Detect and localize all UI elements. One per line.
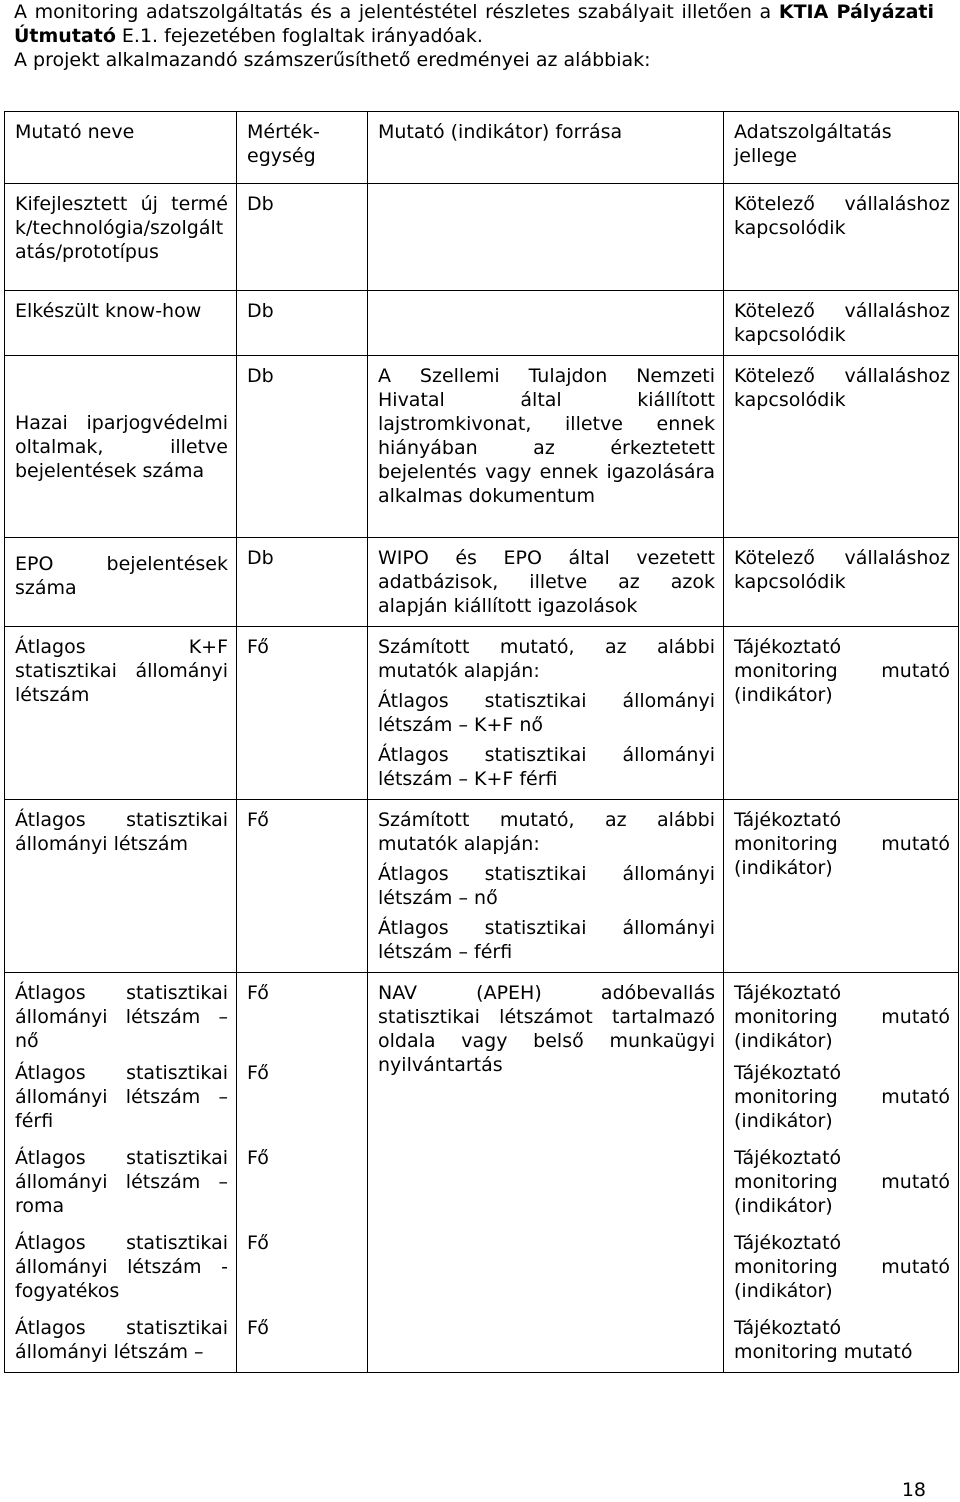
row-unit: Fő [237,627,368,800]
table-row [5,184,959,291]
row-name: Átlagos statisztikai állományi létszám – férfi [5,1061,237,1146]
row-source-cell [368,627,724,800]
row-unit: Db [237,184,368,291]
intro-subtitle: A projekt alkalmazandó számszerűsíthető eredményei az alábbiak: [14,49,651,71]
row-name: Átlagos K+F statisztikai állományi létszám [5,627,237,800]
row-type: Kötelező vállaláshoz kapcsolódik [724,356,959,538]
row-type: Tájékoztató monitoring mutató (indikátor) [724,800,959,973]
table-row [5,800,959,973]
table-row [5,356,959,538]
row-name: Átlagos statisztikai állományi létszám - fogyatékos [5,1231,237,1316]
row-type: Kötelező vállaláshoz kapcsolódik [724,184,959,291]
row-source: Számított mutató, az alábbi mutatók alapján: [378,809,715,855]
row-type: Tájékoztató monitoring mutató (indikátor) [724,1146,959,1231]
header-unit: Mérték-egység [237,112,368,184]
row-source-detail: Átlagos statisztikai állományi létszám – K+F férfi [378,744,715,790]
row-unit: Fő [237,800,368,973]
row-unit: Db [237,538,368,627]
table-header-row [5,112,959,184]
table-row [5,538,959,627]
table-row [5,291,959,356]
row-source: WIPO és EPO által vezetett adatbázisok, illetve az azok alapján kiállított igazolások [368,538,724,627]
row-unit: Db [237,291,368,356]
row-unit: Db [237,356,368,538]
row-source-cell [368,800,724,973]
row-name: Kifejlesztett új termék/technológia/szolgáltatás/prototípus [5,184,237,291]
row-name: EPO bejelentések száma [5,538,237,627]
row-name: Átlagos statisztikai állományi létszám – [5,1316,237,1373]
row-type: Tájékoztató monitoring mutató (indikátor) [724,627,959,800]
row-type: Tájékoztató monitoring mutató [724,1316,959,1373]
table-row [5,973,959,1062]
intro-line-end: E.1. fejezetében foglaltak irányadóak. [121,25,483,47]
row-name: Átlagos statisztikai állományi létszám – nő [5,973,237,1062]
row-name: Átlagos statisztikai állományi létszám – roma [5,1146,237,1231]
row-name: Hazai iparjogvédelmi oltalmak, illetve bejelentések száma [5,356,237,538]
row-source [368,184,724,291]
row-source-detail: Átlagos statisztikai állományi létszám – K+F nő [378,690,715,736]
header-type: Adatszolgáltatás jellege [724,112,959,184]
row-type: Tájékoztató monitoring mutató (indikátor) [724,1061,959,1146]
row-source: Számított mutató, az alábbi mutatók alapján: [378,636,715,682]
row-type: Kötelező vállaláshoz kapcsolódik [724,538,959,627]
intro-text [14,0,934,72]
header-source: Mutató (indikátor) forrása [368,112,724,184]
intro-bold-reference: KTIA Pályázati Útmutató [14,1,934,47]
row-name: Elkészült know-how [5,291,237,356]
intro-paragraph [14,0,934,48]
table-row [5,627,959,800]
row-type: Tájékoztató monitoring mutató (indikátor) [724,973,959,1062]
row-source: A Szellemi Tulajdon Nemzeti Hivatal által kiállított lajstromkivonat, illetve ennek hiányában az érkeztetett bejelentés vagy ennek igazolására alkalmas dokumentum [368,356,724,538]
row-unit: Fő [237,1316,368,1373]
intro-line: A monitoring adatszolgáltatás és a jelentéstétel részletes szabályait illetően a [14,1,772,23]
indicator-table [4,111,959,1373]
row-source: NAV (APEH) adóbevallás statisztikai létszámot tartalmazó oldala vagy belső munkaügyi nyilvántartás [368,973,724,1373]
page-number: 18 [901,1479,926,1501]
row-type: Kötelező vállaláshoz kapcsolódik [724,291,959,356]
row-source [368,291,724,356]
row-unit: Fő [237,973,368,1062]
header-name: Mutató neve [5,112,237,184]
row-source-detail: Átlagos statisztikai állományi létszám – nő [378,863,715,909]
row-name: Átlagos statisztikai állományi létszám [5,800,237,973]
row-type: Tájékoztató monitoring mutató (indikátor) [724,1231,959,1316]
row-source-detail: Átlagos statisztikai állományi létszám – férfi [378,917,715,963]
row-unit: Fő [237,1146,368,1231]
row-unit: Fő [237,1231,368,1316]
row-unit: Fő [237,1061,368,1146]
